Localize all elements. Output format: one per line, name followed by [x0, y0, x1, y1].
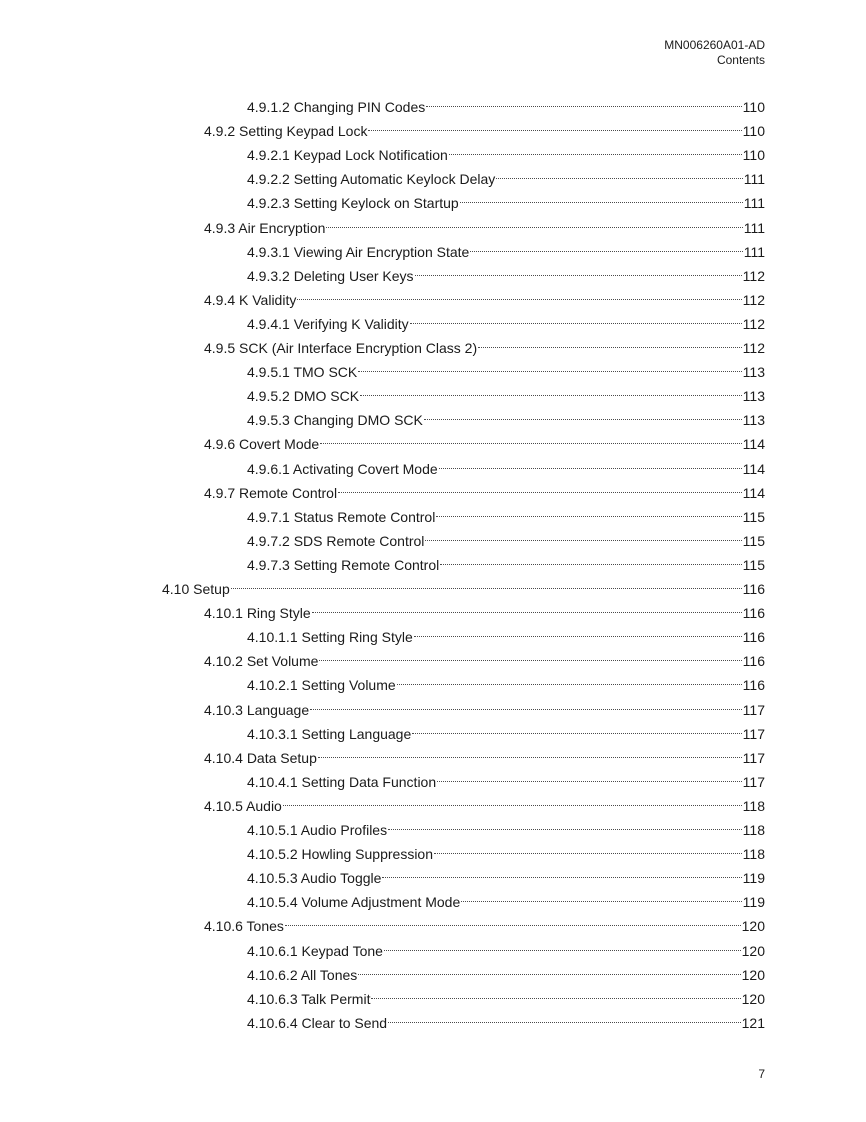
toc-entry[interactable]: [247, 188, 765, 212]
toc-entry-title: 4.9.4 K Validity: [204, 291, 297, 308]
dot-leader: [496, 164, 742, 184]
toc-entry[interactable]: [204, 911, 765, 935]
toc-entry[interactable]: [247, 622, 765, 646]
toc-entry[interactable]: [247, 357, 765, 381]
toc-entry-title: 4.9.5.1 TMO SCK: [247, 364, 358, 381]
toc-entry-title: 4.10.5 Audio: [204, 797, 282, 814]
dot-leader: [318, 743, 742, 763]
toc-entry[interactable]: [247, 261, 765, 284]
toc-entry-title: 4.10 Setup: [162, 581, 230, 597]
dot-leader: [415, 261, 742, 281]
toc-entry[interactable]: [247, 92, 765, 115]
toc-entry[interactable]: [247, 309, 765, 332]
dot-leader: [425, 526, 741, 546]
dot-leader: [434, 839, 742, 859]
toc-entry[interactable]: [247, 670, 765, 694]
toc-entry-page: 116: [742, 605, 765, 622]
toc-entry-title: 4.10.5.2 Howling Suppression: [247, 846, 434, 863]
dot-leader: [414, 622, 742, 642]
toc-entry[interactable]: [247, 526, 765, 549]
toc-entry[interactable]: [247, 887, 765, 911]
dot-leader: [297, 285, 741, 305]
dot-leader: [358, 357, 741, 377]
toc-entry[interactable]: [204, 213, 765, 236]
dot-leader: [470, 237, 742, 257]
toc-entry-title: 4.9.7.3 Setting Remote Control: [247, 556, 440, 573]
toc-entry[interactable]: [204, 791, 765, 814]
toc-entry-title: 4.10.5.3 Audio Toggle: [247, 870, 382, 887]
toc-entry-title: 4.9.7.1 Status Remote Control: [247, 508, 436, 525]
toc-entry-page: 114: [742, 460, 765, 477]
toc-entry-page: 118: [742, 846, 765, 863]
toc-entry-title: 4.10.2 Set Volume: [204, 653, 319, 670]
toc-entry[interactable]: [204, 429, 765, 453]
toc-entry-page: 110: [742, 147, 765, 164]
toc-entry-page: 113: [742, 388, 765, 405]
dot-leader: [449, 140, 742, 160]
toc-entry-title: 4.10.6.1 Keypad Tone: [247, 942, 383, 959]
toc-entry[interactable]: [247, 164, 765, 188]
toc-entry-page: 118: [742, 822, 765, 838]
toc-entry-title: 4.9.1.2 Changing PIN Codes: [247, 99, 426, 115]
dot-leader: [320, 429, 742, 449]
dot-leader: [368, 116, 741, 136]
toc-entry-title: 4.10.4.1 Setting Data Function: [247, 773, 437, 790]
toc-entry-page: 112: [742, 267, 765, 284]
dot-leader: [388, 1008, 741, 1028]
toc-entry[interactable]: [247, 984, 765, 1007]
toc-entry-page: 110: [742, 123, 765, 140]
toc-entry[interactable]: [247, 454, 765, 477]
toc-entry-title: 4.9.6 Covert Mode: [204, 436, 320, 453]
dot-leader: [326, 213, 742, 233]
toc-entry-page: 112: [742, 340, 765, 356]
toc-entry-title: 4.10.6 Tones: [204, 918, 284, 935]
dot-leader: [437, 767, 742, 787]
toc-entry-page: 116: [742, 629, 765, 646]
dot-leader: [310, 695, 742, 715]
toc-entry-title: 4.9.3.1 Viewing Air Encryption State: [247, 243, 470, 260]
toc-entry-title: 4.10.5.1 Audio Profiles: [247, 822, 388, 838]
toc-entry-page: 114: [742, 436, 765, 453]
toc-entry[interactable]: [247, 405, 765, 429]
toc-entry-page: 111: [743, 243, 765, 260]
page-number: 7: [758, 1067, 765, 1081]
toc-entry-title: 4.9.2.1 Keypad Lock Notification: [247, 147, 448, 164]
dot-leader: [424, 405, 742, 425]
toc-entry-page: 111: [743, 171, 765, 188]
dot-leader: [388, 815, 742, 835]
dot-leader: [371, 984, 740, 1004]
toc-entry-title: 4.9.5 SCK (Air Interface Encryption Class 2): [204, 340, 478, 356]
toc-entry[interactable]: [247, 936, 765, 959]
toc-entry-page: 116: [742, 653, 765, 670]
toc-entry-title: 4.10.4 Data Setup: [204, 749, 317, 766]
toc-entry[interactable]: [247, 502, 765, 525]
toc-entry[interactable]: [247, 237, 765, 260]
toc-entry-page: 112: [742, 291, 765, 308]
toc-entry-title: 4.10.2.1 Setting Volume: [247, 677, 396, 694]
dot-leader: [410, 309, 742, 329]
toc-entry[interactable]: [247, 767, 765, 790]
dot-leader: [231, 574, 742, 594]
toc-entry-title: 4.10.5.4 Volume Adjustment Mode: [247, 894, 461, 911]
toc-entry-title: 4.9.2.3 Setting Keylock on Startup: [247, 195, 459, 212]
toc-entry-title: 4.10.6.2 All Tones: [247, 966, 358, 983]
toc-entry[interactable]: [247, 1008, 765, 1031]
toc-entry[interactable]: [247, 839, 765, 863]
toc-entry-page: 110: [742, 99, 765, 115]
dot-leader: [319, 646, 741, 666]
toc-entry-page: 115: [742, 532, 765, 549]
dot-leader: [478, 333, 742, 353]
toc-entry[interactable]: [204, 598, 765, 622]
toc-entry-title: 4.9.5.2 DMO SCK: [247, 388, 360, 405]
dot-leader: [360, 381, 742, 401]
dot-leader: [460, 188, 743, 208]
dot-leader: [439, 454, 742, 474]
dot-leader: [436, 502, 741, 522]
toc-entry-page: 114: [742, 484, 765, 501]
toc-entry-page: 115: [742, 508, 765, 525]
toc-entry-title: 4.9.4.1 Verifying K Validity: [247, 315, 409, 332]
dot-leader: [312, 598, 742, 618]
toc-entry-page: 119: [742, 894, 765, 911]
toc-entry-page: 117: [742, 701, 765, 718]
toc-entry-title: 4.10.1.1 Setting Ring Style: [247, 629, 413, 646]
toc-entry[interactable]: [204, 646, 765, 670]
toc-entry-title: 4.9.3 Air Encryption: [204, 219, 326, 236]
toc-entry[interactable]: [247, 719, 765, 742]
dot-leader: [382, 863, 741, 883]
toc-entry-page: 117: [742, 773, 765, 790]
page-header: [664, 38, 765, 68]
toc-entry-page: 112: [742, 315, 765, 332]
toc-entry-title: 4.9.7 Remote Control: [204, 484, 338, 501]
toc-entry[interactable]: [162, 574, 765, 597]
toc-entry-page: 120: [741, 918, 765, 935]
section-name: Contents: [716, 53, 765, 67]
toc-entry-page: 111: [743, 195, 765, 212]
toc-entry-title: 4.10.3 Language: [204, 701, 310, 718]
toc-entry[interactable]: [204, 478, 765, 501]
dot-leader: [338, 478, 742, 498]
dot-leader: [285, 911, 741, 931]
toc-entry[interactable]: [204, 333, 765, 356]
toc-entry-page: 113: [742, 364, 765, 381]
toc-entry-page: 118: [742, 797, 765, 814]
toc-entry-title: 4.9.6.1 Activating Covert Mode: [247, 460, 438, 477]
toc-entry-title: 4.9.2.2 Setting Automatic Keylock Delay: [247, 171, 496, 188]
toc-entry-page: 113: [742, 412, 765, 429]
toc-entry-title: 4.9.2 Setting Keypad Lock: [204, 123, 368, 140]
toc-entry[interactable]: [247, 140, 765, 164]
toc-entry[interactable]: [247, 960, 765, 983]
toc-entry-page: 117: [742, 725, 765, 742]
toc-entry-page: 120: [741, 990, 765, 1007]
toc-entry-page: 119: [742, 870, 765, 887]
toc-entry-title: 4.9.7.2 SDS Remote Control: [247, 532, 425, 549]
toc-entry-title: 4.10.6.4 Clear to Send: [247, 1014, 388, 1031]
toc-entry-page: 120: [741, 966, 765, 983]
dot-leader: [412, 719, 741, 739]
toc-entry[interactable]: [247, 550, 765, 573]
toc-entry-title: 4.10.3.1 Setting Language: [247, 725, 412, 742]
dot-leader: [426, 92, 741, 112]
dot-leader: [384, 936, 741, 956]
toc-entry-page: 116: [742, 677, 765, 694]
toc-entry[interactable]: [247, 863, 765, 887]
toc-entry[interactable]: [204, 285, 765, 308]
toc-entry-page: 117: [742, 749, 765, 766]
toc-entry-page: 111: [743, 219, 765, 236]
toc-entry-title: 4.10.6.3 Talk Permit: [247, 990, 371, 1007]
toc-entry-page: 116: [742, 581, 765, 597]
document-number: MN006260A01-AD: [664, 38, 765, 52]
dot-leader: [283, 791, 742, 811]
dot-leader: [397, 670, 742, 690]
toc-entry-title: 4.9.5.3 Changing DMO SCK: [247, 412, 423, 429]
toc-entry-page: 120: [741, 942, 765, 959]
toc-entry[interactable]: [204, 116, 765, 140]
toc-entry-title: 4.10.1 Ring Style: [204, 605, 311, 622]
dot-leader: [440, 550, 741, 570]
toc-entry-page: 115: [742, 556, 765, 573]
toc-entry-page: 121: [741, 1014, 765, 1031]
dot-leader: [461, 887, 741, 907]
toc-entry-title: 4.9.3.2 Deleting User Keys: [247, 267, 414, 284]
toc-entry[interactable]: [204, 695, 765, 718]
dot-leader: [358, 960, 740, 980]
toc-entry[interactable]: [247, 381, 765, 405]
toc-entry[interactable]: [247, 815, 765, 838]
toc-entry[interactable]: [204, 743, 765, 766]
